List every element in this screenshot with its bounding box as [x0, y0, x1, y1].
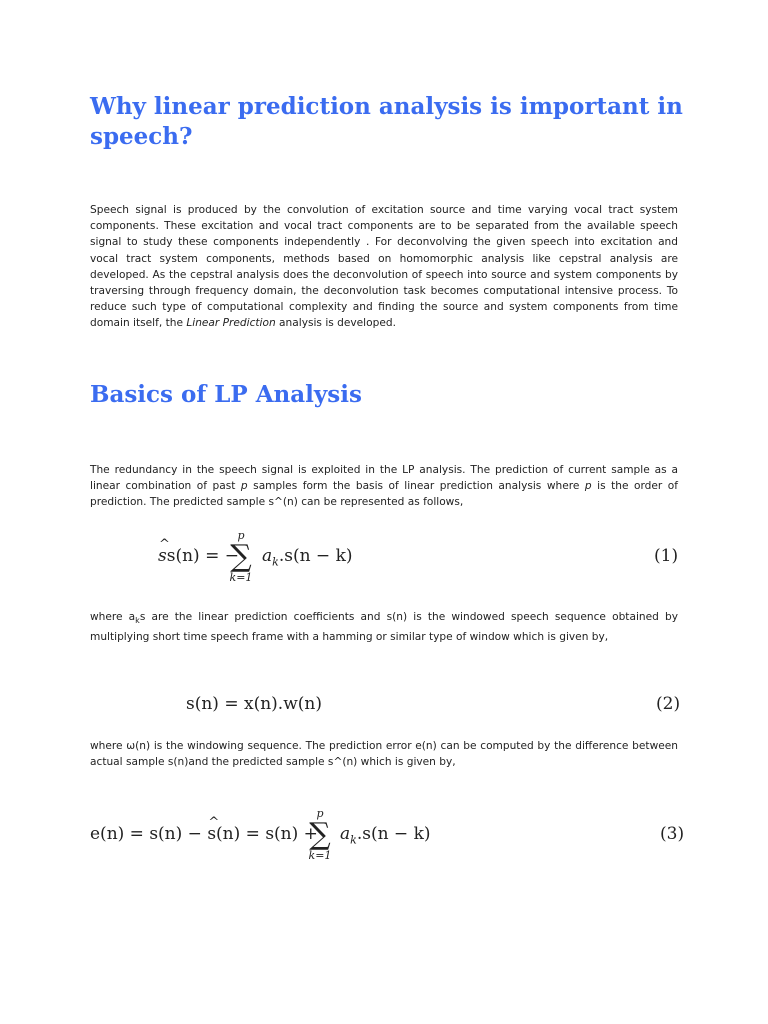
- equation-3-lhs-text: e(n) = s(n) −: [90, 824, 208, 844]
- paragraph-intro: [90, 202, 678, 332]
- paragraph-intro-emphasis: Linear Prediction: [186, 317, 276, 330]
- equation-1-lhs-text: s(n) = −: [166, 546, 239, 566]
- equation-1-rhs: [262, 546, 353, 568]
- paragraph-coefficients-text-1: where a: [90, 611, 136, 623]
- paragraph-basics: [90, 462, 678, 511]
- paragraph-intro-text-b: analysis is developed.: [275, 317, 396, 330]
- equation-1-rhs-a: a: [262, 546, 273, 566]
- equation-3-lhs: [90, 824, 318, 844]
- paragraph-coefficients-sub: k: [135, 616, 140, 626]
- section-heading-why-lp: Why linear prediction analysis is important in speech?: [90, 93, 683, 150]
- paragraph-coefficients-text-2: s are the linear prediction coefficients and s(n) is the windowed speech sequence obtained by multiplying short time speech frame with a hamming or similar type of window which is given by,: [90, 611, 678, 644]
- equation-3-sum: [305, 808, 335, 862]
- equation-3-rhs-tail: .s(n − k): [356, 824, 431, 844]
- equation-3-number: (3): [660, 824, 685, 844]
- equation-1-number: (1): [654, 546, 679, 566]
- paragraph-basics-text-3: is the order of prediction. The predicted sample s^(n) can be represented as follows,: [90, 480, 678, 509]
- equation-3-sum-upper: p: [316, 807, 324, 820]
- equation-2-text: s(n) = x(n).w(n): [186, 694, 322, 714]
- equation-1-sum-lower: k=1: [229, 571, 253, 584]
- equation-3-rhs-a: a: [340, 824, 351, 844]
- paragraph-basics-p-2: p: [584, 480, 592, 493]
- equation-3-rhs: [340, 824, 431, 846]
- equation-1-lhs: ^ ss(n) = −: [158, 546, 239, 566]
- equation-1-sum: [226, 530, 256, 584]
- equation-3-sum-lower: k=1: [308, 849, 332, 862]
- equation-1-sum-symbol: ∑: [230, 539, 252, 574]
- paragraph-basics-p-1: p: [240, 480, 248, 493]
- equation-1-rhs-sub: k: [272, 555, 279, 569]
- equation-2-number: (2): [656, 694, 681, 714]
- equation-1-rhs-tail: .s(n − k): [278, 546, 353, 566]
- paragraph-basics-text-1: The redundancy in the speech signal is exploited in the LP analysis. The prediction of current sample as a linear combination of past: [90, 464, 678, 493]
- equation-1-sum-upper: p: [237, 529, 245, 542]
- paragraph-intro-text-a: Speech signal is produced by the convolution of excitation source and time varying vocal tract system components. These excitation and vocal tract components are to be separated from the available speech signal to study these components independently . For deconvolving the given speech into excitation and vocal tract system components, methods based on homomorphic analysis like cepstral analysis are developed. As the cepstral analysis does the deconvolution of speech into source and system components by traversing through frequency domain, the deconvolution task becomes computational intensive process. To reduce such type of computational complexity and finding the source and system components from time domain itself, the: [90, 204, 678, 330]
- section-heading-basics: Basics of LP Analysis: [90, 381, 362, 408]
- equation-3-rhs-sub: k: [350, 833, 357, 847]
- equation-3-sum-symbol: ∑: [309, 817, 331, 852]
- equation-3-mid-text: s(n) = s(n) +: [207, 824, 318, 844]
- paragraph-coefficients: [90, 609, 678, 646]
- paragraph-prediction-error: where ω(n) is the windowing sequence. The prediction error e(n) can be computed by the difference between actual sample s(n)and the predicted sample s^(n) which is given by,: [90, 740, 678, 769]
- paragraph-basics-text-2: samples form the basis of linear prediction analysis where: [247, 480, 585, 493]
